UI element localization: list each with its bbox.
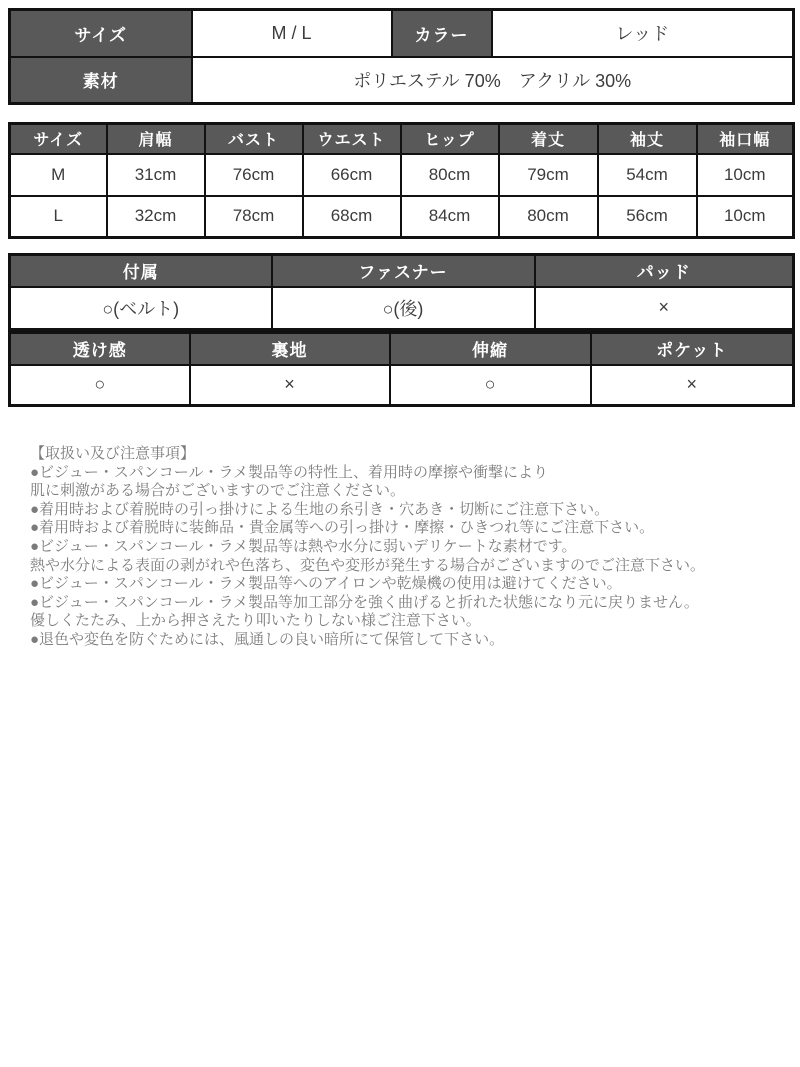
notes-line: 優しくたたみ、上から押さえたり叩いたりしない様ご注意下さい。 xyxy=(30,612,481,630)
measurements-row-l xyxy=(10,196,794,238)
pad-value-cell: × xyxy=(535,287,794,330)
size-value-cell: M / L xyxy=(192,10,392,57)
col-header-bust: バスト xyxy=(205,124,303,154)
col-header-pocket: ポケット xyxy=(591,333,794,365)
color-value-cell: レッド xyxy=(492,10,794,57)
col-header-waist: ウエスト xyxy=(303,124,401,154)
measurement-cell: 79cm xyxy=(499,154,598,196)
col-header-cuff: 袖口幅 xyxy=(697,124,794,154)
col-header-length: 着丈 xyxy=(499,124,598,154)
size-label-cell: サイズ xyxy=(10,10,192,57)
measurement-cell: 76cm xyxy=(205,154,303,196)
pocket-value-cell: × xyxy=(591,365,794,406)
measurement-cell: 80cm xyxy=(401,154,499,196)
stretch-value-cell: ○ xyxy=(390,365,591,406)
table-row xyxy=(10,57,794,104)
measurement-cell: 68cm xyxy=(303,196,401,238)
measurements-row-m xyxy=(10,154,794,196)
features-a-value-row xyxy=(10,287,794,330)
accessory-value-cell: ○(ベルト) xyxy=(10,287,272,330)
fastener-value-cell: ○(後) xyxy=(272,287,535,330)
col-header-shoulder: 肩幅 xyxy=(107,124,205,154)
features-a-header-row xyxy=(10,255,794,287)
color-label-cell: カラー xyxy=(392,10,492,57)
notes-title: 【取扱い及び注意事項】 xyxy=(30,445,196,462)
lining-value-cell: × xyxy=(190,365,390,406)
notes-line: ●ビジュー・スパンコール・ラメ製品等へのアイロンや乾燥機の使用は避けてください。 xyxy=(30,575,622,593)
notes-line: 熱や水分による表面の剥がれや色落ち、変色や変形が発生する場合がございますのでご注意下さい。 xyxy=(30,556,706,574)
notes-line: ●ビジュー・スパンコール・ラメ製品等の特性上、着用時の摩擦や衝撃により xyxy=(30,463,549,481)
material-label-cell: 素材 xyxy=(10,57,192,104)
notes-line: ●退色や変色を防ぐためには、風通しの良い暗所にて保管して下さい。 xyxy=(30,630,505,648)
notes-line: ●ビジュー・スパンコール・ラメ製品等加工部分を強く曲げると折れた状態になり元に戻りません。 xyxy=(30,593,699,611)
measurement-cell: 54cm xyxy=(598,154,697,196)
notes-line: 肌に刺激がある場合がございますのでご注意ください。 xyxy=(30,482,406,500)
measurement-cell: 80cm xyxy=(499,196,598,238)
notes-line: ●着用時および着脱時に装飾品・貴金属等への引っ掛け・摩擦・ひきつれ等にご注意下さい。 xyxy=(30,519,655,537)
col-header-sleeve: 袖丈 xyxy=(598,124,697,154)
measurement-cell: 31cm xyxy=(107,154,205,196)
size-cell: L xyxy=(10,196,107,238)
col-header-pad: パッド xyxy=(535,255,794,287)
features-b-value-row xyxy=(10,365,794,406)
features-table-b xyxy=(8,331,795,407)
table-row xyxy=(10,10,794,57)
notes-line: ●着用時および着脱時の引っ掛けによる生地の糸引き・穴あき・切断にご注意下さい。 xyxy=(30,500,610,518)
col-header-lining: 裏地 xyxy=(190,333,390,365)
measurement-cell: 84cm xyxy=(401,196,499,238)
col-header-stretch: 伸縮 xyxy=(390,333,591,365)
measurement-cell: 66cm xyxy=(303,154,401,196)
col-header-accessory: 付属 xyxy=(10,255,272,287)
sheerness-value-cell: ○ xyxy=(10,365,190,406)
measurements-table xyxy=(8,122,795,239)
basic-info-table xyxy=(8,8,795,105)
measurement-cell: 32cm xyxy=(107,196,205,238)
features-table-a xyxy=(8,253,795,331)
notes-line: ●ビジュー・スパンコール・ラメ製品等は熱や水分に弱いデリケートな素材です。 xyxy=(30,537,577,555)
material-value-cell: ポリエステル 70% アクリル 30% xyxy=(192,57,794,104)
measurements-header-row xyxy=(10,124,794,154)
col-header-fastener: ファスナー xyxy=(272,255,535,287)
size-cell: M xyxy=(10,154,107,196)
measurement-cell: 10cm xyxy=(697,154,794,196)
measurement-cell: 56cm xyxy=(598,196,697,238)
handling-notes xyxy=(8,445,792,650)
col-header-sheerness: 透け感 xyxy=(10,333,190,365)
measurement-cell: 10cm xyxy=(697,196,794,238)
col-header-hip: ヒップ xyxy=(401,124,499,154)
measurement-cell: 78cm xyxy=(205,196,303,238)
col-header-size: サイズ xyxy=(10,124,107,154)
features-b-header-row xyxy=(10,333,794,365)
